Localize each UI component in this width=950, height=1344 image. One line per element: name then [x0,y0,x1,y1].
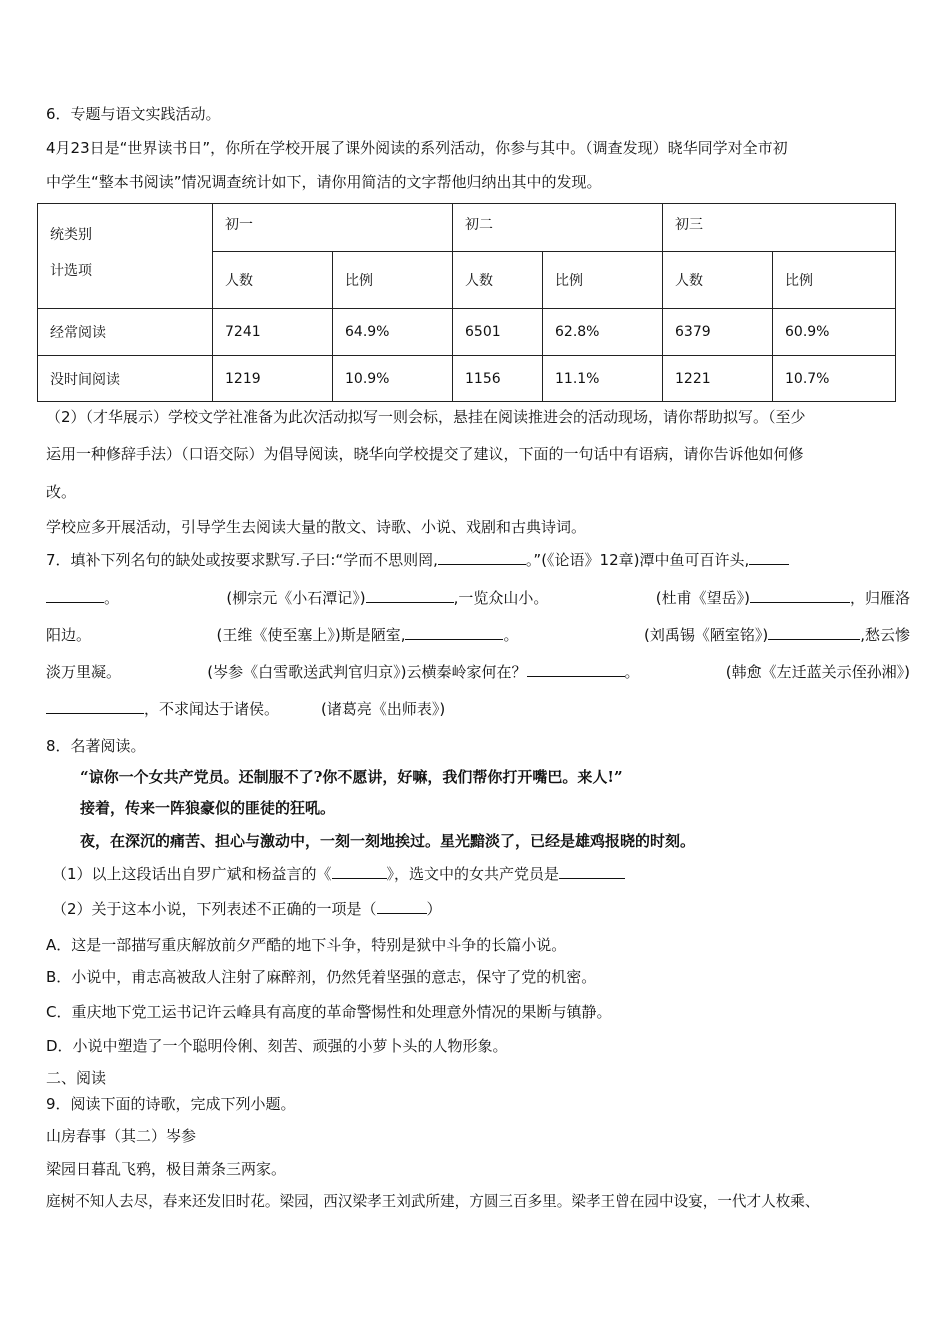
q8-quote-1: “谅你一个女共产党员。还制服不了?你不愿讲，好嘛，我们帮你打开嘴巴。来人!” [80,768,623,786]
sub-header-count: 人数 [663,252,773,309]
corner-top-label: 统类别 [50,227,92,243]
table-corner-header [38,204,213,309]
q8-text: （2）关于这本小说，下列表述不正确的一项是（ [52,900,377,918]
q9-title: 9．阅读下面的诗歌，完成下列小题。 [46,1095,296,1113]
q7-text: 。 [503,626,519,644]
q8-part-2 [52,899,910,919]
q7-line-2 [46,588,910,608]
q6-part2-line-3: 改。 [46,483,77,501]
table-row [38,356,896,402]
q7-source: (诸葛亮《出师表》) [321,700,446,718]
table-cell: 1221 [663,356,773,402]
q8-option-d: D．小说中塑造了一个聪明伶俐、刻苦、顽强的小萝卜头的人物形象。 [46,1037,508,1055]
table-cell: 10.9% [333,356,453,402]
table-cell: 1219 [213,356,333,402]
q7-text: 。”(《论语》12章)潭中鱼可百许头, [525,551,750,569]
table-cell: 7241 [213,309,333,356]
q7-text: 7．填补下列名句的缺处或按要求默写.子曰:“学而不思则罔, [46,551,438,569]
q6-intro-line-2: 中学生“整本书阅读”情况调查统计如下，请你用简洁的文字帮他归纳出其中的发现。 [46,173,602,191]
answer-blank[interactable] [559,864,625,879]
table-cell: 62.8% [543,309,663,356]
sub-header-ratio: 比例 [333,252,453,309]
q7-source: (韩愈《左迁蓝关示侄孙湘》) [725,663,910,681]
q7-line-3 [46,625,910,645]
row-label: 没时间阅读 [38,356,213,402]
q8-option-b: B．小说中，甫志高被敌人注射了麻醉剂，仍然凭着坚强的意志，保守了党的机密。 [46,968,597,986]
grade-header-1: 初一 [213,204,453,252]
sub-header-count: 人数 [453,252,543,309]
q6-part2-line-2: 运用一种修辞手法）（口语交际）为倡导阅读，晓华向学校提交了建议，下面的一句话中有语病，请你告诉他如何修 [46,445,804,463]
poem-line-1: 梁园日暮乱飞鸦，极目萧条三两家。 [46,1160,287,1178]
q8-text: ） [426,900,442,918]
table-cell: 60.9% [773,309,896,356]
q8-text: （1）以上这段话出自罗广斌和杨益言的《 [52,865,332,883]
q8-part-1 [52,864,910,884]
table-cell: 64.9% [333,309,453,356]
answer-blank[interactable] [438,550,526,565]
q6-part2-line-1: （2）（才华展示）学校文学社准备为此次活动拟写一则会标，悬挂在阅读推进会的活动现场，请你帮助拟写。（至少 [46,408,806,426]
q7-text: ,一览众山小。 [453,589,549,607]
row-label: 经常阅读 [38,309,213,356]
sub-header-count: 人数 [213,252,333,309]
answer-blank[interactable] [405,625,503,640]
q7-text: 阳边。 [46,626,92,644]
answer-blank[interactable] [749,550,789,565]
survey-table [37,203,896,402]
corner-bottom-label: 计选项 [50,263,92,279]
sub-header-ratio: 比例 [543,252,663,309]
q7-text: ，归雁洛 [849,589,910,607]
q7-source: (杜甫《望岳》) [655,589,750,607]
table-cell: 10.7% [773,356,896,402]
grade-header-3: 初三 [663,204,896,252]
answer-blank[interactable] [377,899,427,914]
poem-title: 山房春事（其二）岑参 [46,1127,197,1145]
answer-blank[interactable] [46,588,104,603]
answer-blank[interactable] [527,662,625,677]
q7-text: ，不求闻达于诸侯。 [144,700,280,718]
q8-text: 》，选文中的女共产党员是 [386,865,560,883]
answer-blank[interactable] [768,625,860,640]
sub-header-ratio: 比例 [773,252,896,309]
q7-text: 。 [624,663,640,681]
table-cell: 11.1% [543,356,663,402]
q8-option-c: C．重庆地下党工运书记许云峰具有高度的革命警惕性和处理意外情况的果断与镇静。 [46,1003,612,1021]
q7-source: (刘禹锡《陋室铭》) [643,626,769,644]
q7-text: (王维《使至塞上》)斯是陋室, [216,626,406,644]
answer-blank[interactable] [332,864,387,879]
q8-option-a: A．这是一部描写重庆解放前夕严酷的地下斗争，特别是狱中斗争的长篇小说。 [46,936,567,954]
q7-line-5 [46,699,910,719]
answer-blank[interactable] [750,588,850,603]
q8-quote-2: 接着，传来一阵狼豪似的匪徒的狂吼。 [80,799,336,817]
table-cell: 1156 [453,356,543,402]
q6-title: 6．专题与语文实践活动。 [46,105,221,123]
q8-quote-3: 夜，在深沉的痛苦、担心与激动中，一刻一刻地挨过。星光黯淡了，已经是雄鸡报晓的时刻。 [80,832,696,850]
answer-blank[interactable] [46,699,144,714]
table-cell: 6501 [453,309,543,356]
q7-text: (岑参《白雪歌送武判官归京》)云横秦岭家何在？ [207,663,527,681]
table-row [38,309,896,356]
q7-line-4 [46,662,910,682]
poem-line-2: 庭树不知人去尽，春来还发旧时花。梁园，西汉梁孝王刘武所建，方圆三百多里。梁孝王曾在园中设宴，一代才人枚乘、 [46,1193,820,1210]
q6-sentence: 学校应多开展活动，引导学生去阅读大量的散文、诗歌、小说、戏剧和古典诗词。 [46,518,587,536]
q7-text: 淡万里凝。 [46,663,122,681]
section-heading: 二、阅读 [46,1069,107,1087]
q7-line-1 [46,550,910,570]
q6-intro-line-1: 4月23日是“世界读书日”，你所在学校开展了课外阅读的系列活动，你参与其中。（调查发现）晓华同学对全市初 [46,139,788,157]
q7-source: (柳宗元《小石潭记》) [226,589,366,607]
q8-title: 8．名著阅读。 [46,737,146,755]
grade-header-2: 初二 [453,204,663,252]
q7-text: 。 [104,589,120,607]
answer-blank[interactable] [366,588,454,603]
q7-text: ,愁云惨 [860,626,910,644]
table-cell: 6379 [663,309,773,356]
